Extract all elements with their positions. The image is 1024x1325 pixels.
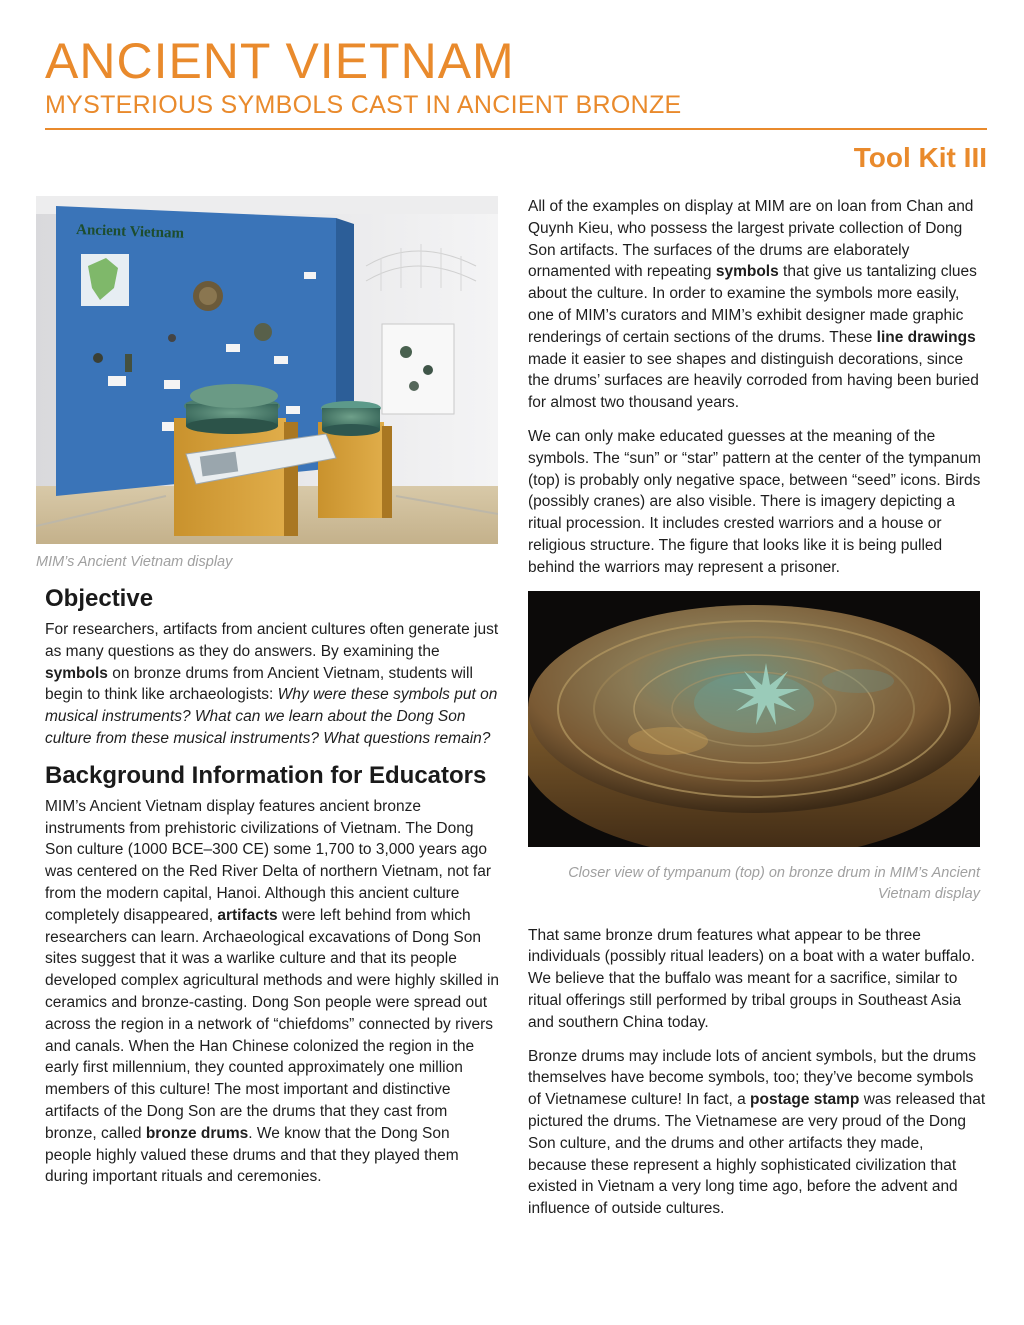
drum-photo-caption: Closer view of tympanum (top) on bronze drum in MIM’s Ancient Vietnam display: [568, 864, 980, 902]
background-paragraph: MIM’s Ancient Vietnam display features ancient bronze instruments from prehistoric civilizations of Vietnam. The Dong Son culture (1000 BCE–300 CE) some 1,700 to 3,000 years ago was centered on the Red River Delta of northern Vietnam, not far from the modern capital, Hanoi. Although this ancient culture completely disappeared, artifacts were left behind from which researchers can learn. Archaeological excavations of Dong Son sites suggest that it was a warlike culture and that its people developed complex agricultural methods and were highly skilled in ceramics and bronze-casting. Dong Son people were spread out across the region in a network of “chiefdoms” connected by rivers and canals. When the Han Chinese colonized the region in the early first millennium, they counted approximately one million members of this culture! The most important and distinctive artifacts of the Dong Son are the drums that they cast from bronze, called bronze drums. We know that the Dong Son people highly valued these drums and that they played them during important rituals and ceremonies.: [45, 797, 500, 1186]
drum-tympanum-photo: [528, 591, 980, 847]
header-divider: [45, 128, 987, 130]
page-subtitle: MYSTERIOUS SYMBOLS CAST IN ANCIENT BRONZE: [45, 91, 682, 119]
left-column: [36, 196, 500, 1198]
drum-tympanum-illustration: [528, 591, 980, 847]
museum-display-photo: [36, 196, 498, 544]
loan-paragraph: All of the examples on display at MIM are on loan from Chan and Quynh Kieu, who possess the largest private collection of Dong Son artifacts. The surfaces of the drums are elaborately ornamented with repeating symbols that give us tantalizing clues about the culture. In order to examine the symbols more easily, one of MIM’s curators and MIM’s exhibit designer made graphic renderings of certain sections of the drums. These line drawings made it easier to see shapes and distinguish decorations, since the drums’ surfaces are heavily corroded from having been buried for almost two thousand years.: [528, 198, 979, 412]
objective-paragraph: For researchers, artifacts from ancient cultures often generate just as many questions as they do answers. By examining the symbols on bronze drums from Ancient Vietnam, students will begin to think like archaeologists: Why were these symbols put on musical instruments? What can we learn about the Dong Son culture from these musical instruments? What questions remain?: [45, 621, 499, 747]
symbols-paragraph: We can only make educated guesses at the meaning of the symbols. The “sun” or “star” pattern at the center of the tympanum (top) is probably only negative space, between “seed” icons. Birds (possibly cranes) are also visible. There is imagery depicting a ritual procession. It includes crested warriors and a house or religious structure. The figure that looks like it is being pulled behind the warriors may represent a prisoner.: [528, 427, 981, 576]
toolkit-label: Tool Kit III: [853, 142, 987, 173]
stamp-paragraph: Bronze drums may include lots of ancient symbols, but the drums themselves have become symbols, too; they’ve become symbols of Vietnamese culture! In fact, a postage stamp was released that pictured the drums. The Vietnamese are very proud of the Dong Son culture, and the drums and other artifacts they made, because these represent a highly sophisticated civilization that existed in Vietnam a very long time ago, before the advent and influence of outside cultures.: [528, 1047, 986, 1218]
background-heading: Background Information for Educators: [45, 761, 487, 789]
page-title: ANCIENT VIETNAM: [45, 33, 515, 89]
museum-photo-caption: MIM’s Ancient Vietnam display: [36, 554, 233, 570]
boat-paragraph: That same bronze drum features what appear to be three individuals (possibly ritual leaders) on a boat with a water buffalo. We believe that the buffalo was meant for a sacrifice, similar to ritual offerings still performed by tribal groups in Southeast Asia and southern China today.: [528, 926, 975, 1031]
museum-display-illustration: [36, 196, 498, 544]
right-column: [528, 196, 986, 1232]
objective-heading: Objective: [45, 585, 154, 612]
display-wall-title: Ancient Vietnam: [75, 222, 185, 242]
